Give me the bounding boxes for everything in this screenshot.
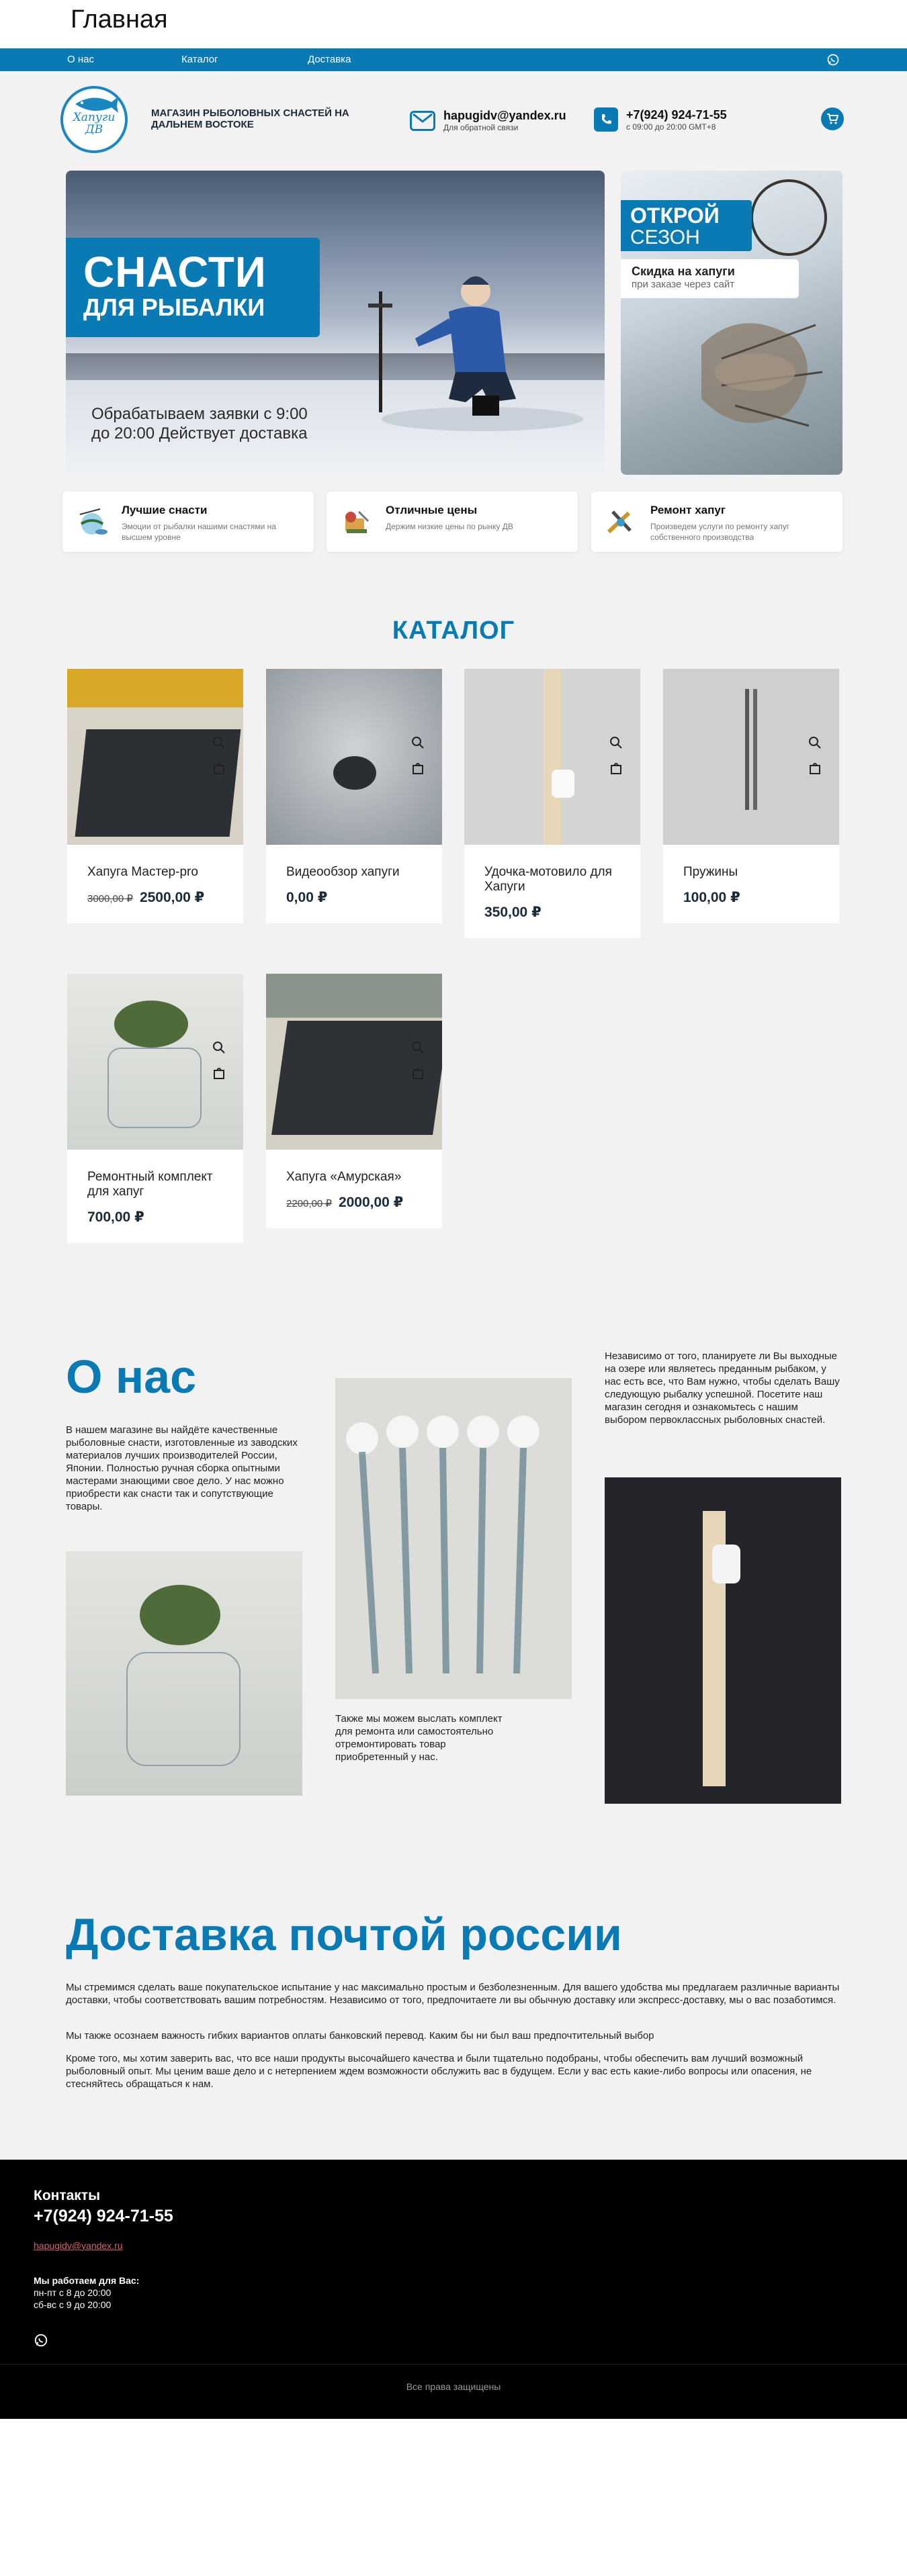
hero-text: Обрабатываем заявки с 9:00 до 20:00 Действует доставка <box>91 405 308 443</box>
side-title: ОТКРОЙ <box>630 203 720 228</box>
about-text-left: В нашем магазине вы найдёте качественные рыболовные снасти, изготовленные из заводских материалов лучших производителей России, Японии. Полностью ручная сборка опытными мастерами знающими свое дело. У нас можно приобрести как снасти так и сопутствующие товары. <box>66 1424 298 1512</box>
nav-item-delivery[interactable]: Доставка <box>308 54 351 65</box>
footer-contacts-label: Контакты <box>34 2188 101 2203</box>
phone-contact[interactable] <box>594 107 727 132</box>
fishing-globe-icon <box>75 505 110 540</box>
product-name[interactable]: Хапуга Мастер-pro <box>87 865 198 879</box>
search-icon[interactable] <box>212 736 226 749</box>
product-name[interactable]: Хапуга «Амурская» <box>286 1170 402 1184</box>
phone-text[interactable]: +7(924) 924-71-55 <box>626 107 727 122</box>
search-icon[interactable] <box>609 736 623 749</box>
product-price: 700,00 ₽ <box>87 1209 144 1225</box>
feature-subtitle: Держим низкие цены по рынку ДВ <box>386 522 513 531</box>
top-navbar <box>0 48 907 71</box>
about-image-repair-kit <box>66 1551 302 1796</box>
product-image[interactable] <box>266 669 442 845</box>
feature-best-tackle <box>62 492 314 552</box>
side-badge <box>621 200 752 251</box>
footer-hours-weekend: сб-вс с 9 до 20:00 <box>34 2299 112 2310</box>
feature-title: Отличные цены <box>386 504 478 516</box>
page-title: Главная <box>71 5 168 34</box>
hero-title: СНАСТИ <box>83 248 267 296</box>
product-card[interactable] <box>464 669 640 938</box>
product-card[interactable] <box>266 669 442 923</box>
springs-illustration <box>335 1378 572 1699</box>
product-image[interactable] <box>67 669 243 845</box>
site-logo[interactable] <box>60 86 128 153</box>
feature-title: Лучшие снасти <box>122 504 208 516</box>
about-image-rod <box>605 1477 841 1804</box>
product-name[interactable]: Пружины <box>683 865 738 879</box>
bag-icon[interactable] <box>411 762 425 775</box>
whatsapp-icon[interactable] <box>826 53 840 66</box>
email-caption: Для обратной связи <box>443 123 519 132</box>
search-icon[interactable] <box>212 1041 226 1054</box>
phone-icon <box>594 107 618 132</box>
bag-icon[interactable] <box>609 762 623 775</box>
bag-icon[interactable] <box>411 1066 425 1080</box>
email-contact[interactable] <box>410 109 566 132</box>
hero-badge <box>66 238 320 337</box>
shop-title: МАГАЗИН РЫБОЛОВНЫХ СНАСТЕЙ НА ДАЛЬНЕМ ВОСТОКЕ <box>151 107 349 130</box>
delivery-title: Доставка почтой россии <box>66 1909 622 1960</box>
product-price: 2000,00 ₽ <box>338 1195 404 1210</box>
hero-subtitle: ДЛЯ РЫБАЛКИ <box>83 293 265 321</box>
fisherman-illustration <box>355 265 583 439</box>
product-image[interactable] <box>464 669 640 845</box>
product-price: 350,00 ₽ <box>484 905 542 920</box>
product-name[interactable]: Удочка-мотовило для Хапуги <box>484 865 612 894</box>
delivery-paragraph-3: Кроме того, мы хотим заверить вас, что все наши продукты высочайшего качества и были тщательно подобраны, чтобы обеспечить вам лучший возможный рыболовный опыт. Мы ценим ваше дело и с нетерпением ждем возможности обслужить вас в будущем. Если у вас есть какие-либо вопросы или опасения, не стесняйтесь обращаться к нам. <box>66 2053 812 2090</box>
product-name[interactable]: Видеообзор хапуги <box>286 865 400 879</box>
delivery-paragraph-2: Мы также осознаем важность гибких вариантов оплаты банковский перевод. Каким бы ни был ваш предпочтительный выбор <box>66 2030 654 2041</box>
phone-hours: с 09:00 до 20:00 GMT+8 <box>626 122 716 132</box>
side-title-2: СЕЗОН <box>630 226 700 248</box>
about-image-springs <box>335 1378 572 1699</box>
cart-icon <box>826 113 838 125</box>
footer-hours-weekdays: пн-пт с 8 до 20:00 <box>34 2287 112 2298</box>
mail-icon <box>410 111 435 131</box>
hero-banner[interactable] <box>66 171 605 475</box>
bag-icon[interactable] <box>212 762 226 775</box>
about-text-right: Независимо от того, планируете ли Вы выходные на озере или являетесь преданным рыбаком, у нас есть все, что Вам нужно, чтобы сделать Вашу следующую рыбалку успешной. Посетите наш магазин сегодня и ознакомьтесь с нашим выбором первоклассных рыболовных снастей. <box>605 1350 840 1426</box>
product-image[interactable] <box>67 974 243 1150</box>
product-card[interactable] <box>266 974 442 1228</box>
side-banner[interactable] <box>621 171 843 475</box>
cart-button[interactable] <box>821 107 844 130</box>
delivery-paragraph-1: Мы стремимся сделать ваше покупательское испытание у нас максимально простым и безболезненным. Для вашего удобства мы предлагаем различные варианты доставки, чтобы соответствовать вашим потребностям. Независимо от того, предпочитаете ли вы обычную доставку или экспресс-доставку, мы о вас позаботимся. <box>66 1982 840 2006</box>
product-card[interactable] <box>67 669 243 923</box>
whatsapp-icon[interactable] <box>34 2333 48 2348</box>
bag-icon[interactable] <box>212 1066 226 1080</box>
feature-repair <box>591 492 843 552</box>
product-card[interactable] <box>663 669 839 923</box>
about-text-middle: Также мы можем выслать комплект для ремонта или самостоятельно отремонтировать товар приобретенный у нас. <box>335 1713 503 1763</box>
product-price: 0,00 ₽ <box>286 890 328 905</box>
product-price: 2500,00 ₽ <box>139 890 205 905</box>
price-tag-icon <box>339 505 374 540</box>
footer-hours-label: Мы работаем для Вас: <box>34 2275 140 2286</box>
search-icon[interactable] <box>411 736 425 749</box>
discount-title: Скидка на хапуги <box>632 265 735 278</box>
footer-email-link[interactable]: hapugidv@yandex.ru <box>34 2240 123 2251</box>
product-old-price: 2200,00 ₽ <box>286 1198 332 1209</box>
footer-phone[interactable]: +7(924) 924-71-55 <box>34 2207 173 2225</box>
product-image[interactable] <box>266 974 442 1150</box>
search-icon[interactable] <box>808 736 822 749</box>
repair-tools-icon <box>603 505 638 540</box>
catalog-heading: КАТАЛОГ <box>392 616 515 645</box>
product-image[interactable] <box>663 669 839 845</box>
product-name[interactable]: Ремонтный комплект для хапуг <box>87 1170 213 1199</box>
feature-title: Ремонт хапуг <box>650 504 726 516</box>
feature-subtitle: Эмоции от рыбалки нашими снастями на высшем уровне <box>122 522 276 542</box>
email-text[interactable]: hapugidv@yandex.ru <box>443 109 566 122</box>
product-card[interactable] <box>67 974 243 1243</box>
logo-text: Хапуги ДВ <box>73 111 116 136</box>
search-icon[interactable] <box>411 1041 425 1054</box>
discount-card <box>621 259 799 298</box>
product-price: 100,00 ₽ <box>683 890 740 905</box>
nav-item-about[interactable]: О нас <box>67 54 94 65</box>
about-title: О нас <box>66 1350 197 1403</box>
footer <box>0 2160 907 2419</box>
footer-copyright: Все права защищены <box>406 2381 501 2392</box>
nav-item-catalog[interactable]: Каталог <box>181 54 218 65</box>
bag-icon[interactable] <box>808 762 822 775</box>
feature-good-prices <box>327 492 578 552</box>
discount-subtitle: при заказе через сайт <box>632 279 735 290</box>
product-old-price: 3000,00 ₽ <box>87 893 133 905</box>
feature-subtitle: Произведем услуги по ремонту хапуг собственного производства <box>650 522 790 542</box>
